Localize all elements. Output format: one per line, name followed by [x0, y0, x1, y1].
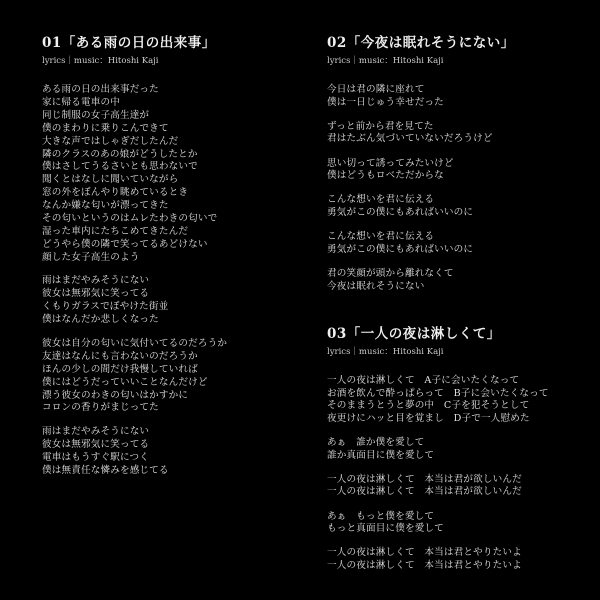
song-credit: lyrics｜music：Hitoshi Kaji [327, 56, 444, 66]
stanza [327, 437, 587, 462]
stanza [327, 158, 587, 183]
lyric-line: 勇気がこの僕にもあればいいのに [327, 206, 474, 218]
lyric-line: 湿った車内にたちこめてきたんだ [42, 225, 189, 237]
song-03 [327, 326, 587, 584]
lyric-line: 彼女は無邪気に笑ってる [42, 439, 150, 451]
lyric-line: 彼女は無邪気に笑ってる [42, 288, 150, 300]
stanza [42, 426, 292, 478]
lyric-line: コロンの香りがまじってた [42, 402, 159, 414]
song-02 [327, 35, 587, 305]
lyric-line: 窓の外をぼんやり眺めているとき [42, 187, 189, 199]
stanza [327, 194, 587, 219]
lyric-line: くもりガラスでぼやけた街並 [42, 301, 169, 313]
lyric-line: 思い切って誘ってみたいけど [327, 157, 454, 169]
lyric-line: お酒を飲んで酔っぱらって B子に会いたくなって [327, 387, 549, 399]
lyric-line: あぁ もっと僕を愛して [327, 510, 435, 522]
lyric-line: 誰か真面目に僕を愛して [327, 449, 435, 461]
lyric-line: 同じ制服の女子高生達が [42, 109, 150, 121]
lyric-line: 今夜は眠れそうにない [327, 280, 425, 292]
lyric-line: 家に帰る電車の中 [42, 96, 120, 108]
lyric-line: 漂う彼女のわきの匂いはかすかに [42, 389, 189, 401]
lyric-line: 一人の夜は淋しくて 本当は君が欲しいんだ [327, 473, 522, 485]
lyric-line: 今日は君の隣に座れて [327, 84, 425, 95]
stanza [42, 338, 292, 415]
lyric-line: 顔した女子高生のよう [42, 251, 140, 263]
lyric-line: 君の笑顔が頭から離れなくて [327, 267, 454, 279]
lyric-line: ある雨の日の出来事だった [42, 84, 159, 95]
lyric-line: 一人の夜は淋しくて 本当は君とやりたいよ [327, 559, 522, 571]
stanza [327, 231, 587, 256]
stanza [327, 268, 587, 293]
lyric-line: あぁ 誰か僕を愛して [327, 436, 425, 448]
song-title: 02「今夜は眠れそうにない」 [327, 35, 515, 51]
lyric-line: 僕はなんだか悲しくなった [42, 314, 159, 326]
lyric-line: 勇気がこの僕にもあればいいのに [327, 243, 474, 255]
stanza [327, 121, 587, 146]
lyric-line: こんな想いを君に伝える [327, 231, 435, 243]
lyric-line: ずっと前から君を見てた [327, 120, 434, 132]
song-credit: lyrics｜music：Hitoshi Kaji [42, 56, 159, 66]
lyric-line: そのままうとうと夢の中 C子を犯そうとして [327, 400, 530, 412]
lyric-line: どうやら僕の隣で笑ってるあどけない [42, 238, 208, 250]
lyrics [327, 375, 587, 573]
lyrics [42, 84, 292, 478]
lyric-line: なんか嫌な匂いが漂ってきた [42, 200, 169, 212]
lyric-line: 僕のまわりに乗りこんできて [42, 122, 169, 134]
lyric-line: その匂いというのはムレたわきの匂いで [42, 213, 218, 225]
lyric-line: 一人の夜は淋しくて 本当は君とやりたいよ [327, 547, 522, 559]
stanza [327, 474, 587, 499]
lyric-line: 雨はまだやみそうにない [42, 275, 150, 287]
stanza [327, 84, 587, 109]
stanza [327, 547, 587, 572]
lyric-line: 僕はさしてうるさいとも思わないで [42, 161, 198, 173]
stanza [42, 84, 292, 265]
lyric-line: 電車はもうすぐ駅につく [42, 451, 149, 463]
lyric-line: 隣のクラスのあの娘がどうしたとか [42, 148, 198, 160]
lyric-line: 夜更けにハッと目を覚まし D子で一人慰めた [327, 412, 530, 424]
song-credit: lyrics｜music：Hitoshi Kaji [327, 347, 444, 357]
lyric-line: こんな想いを君に伝える [327, 194, 435, 206]
lyrics [327, 84, 587, 293]
lyric-line: もっと真面目に僕を愛して [327, 523, 444, 535]
song-01 [42, 35, 292, 489]
stanza [327, 511, 587, 536]
lyric-line: ほんの少しの間だけ我慢していれば [42, 363, 198, 375]
lyric-line: 僕にはどうだっていいことなんだけど [42, 376, 208, 388]
lyric-line: 一人の夜は淋しくて 本当は君が欲しいんだ [327, 486, 522, 498]
lyric-line: 一人の夜は淋しくて A子に会いたくなって [327, 375, 520, 386]
lyric-line: 雨はまだやみそうにない [42, 426, 150, 438]
stanza [42, 275, 292, 327]
song-title: 01「ある雨の日の出来事」 [42, 35, 216, 51]
song-title: 03「一人の夜は淋しくて」 [327, 326, 501, 342]
lyric-line: 友達はなんにも言わないのだろうか [42, 350, 198, 362]
lyric-line: 僕はどうもロベただからな [327, 170, 444, 182]
lyric-line: 僕は無責任な憐みを感じてる [42, 464, 169, 476]
lyric-line: 聞くとはなしに聞いていながら [42, 174, 179, 186]
lyric-line: 僕は一日じゅう幸せだった [327, 96, 444, 108]
lyric-line: 大きな声ではしゃぎだしたんだ [42, 135, 179, 147]
lyric-line: 彼女は自分の匂いに気付いてるのだろうか [42, 337, 228, 349]
stanza [327, 375, 587, 425]
lyric-line: 君はたぶん気づいていないだろうけど [327, 133, 493, 145]
